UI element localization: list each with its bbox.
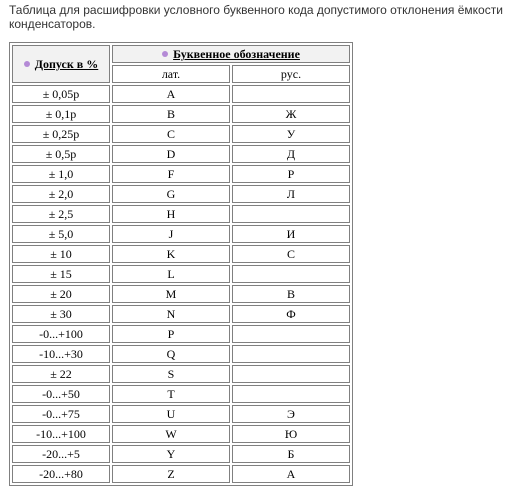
table-row (12, 145, 350, 163)
russian-code-cell (232, 385, 350, 403)
tolerance-cell: ± 0,25p (12, 125, 110, 143)
tolerance-cell: ± 0,5p (12, 145, 110, 163)
russian-code-cell: С (232, 245, 350, 263)
russian-code-cell: У (232, 125, 350, 143)
russian-code-cell: Ж (232, 105, 350, 123)
russian-code-cell: А (232, 465, 350, 483)
latin-code-cell: U (112, 405, 230, 423)
latin-code-cell: W (112, 425, 230, 443)
tolerance-cell: ± 2,0 (12, 185, 110, 203)
latin-code-cell: J (112, 225, 230, 243)
table-row (12, 265, 350, 283)
tolerance-cell: ± 10 (12, 245, 110, 263)
latin-code-cell: Z (112, 465, 230, 483)
header-tolerance-cell (12, 45, 110, 83)
latin-code-cell: F (112, 165, 230, 183)
tolerance-cell: ± 30 (12, 305, 110, 323)
latin-code-cell: D (112, 145, 230, 163)
table-row (12, 425, 350, 443)
header-tolerance-label: Допуск в % (34, 57, 99, 71)
table-row (12, 405, 350, 423)
tolerance-cell: ± 15 (12, 265, 110, 283)
russian-code-cell: Р (232, 165, 350, 183)
latin-code-cell: G (112, 185, 230, 203)
latin-code-cell: B (112, 105, 230, 123)
latin-code-cell: T (112, 385, 230, 403)
russian-code-cell: Ф (232, 305, 350, 323)
russian-code-cell: Э (232, 405, 350, 423)
tolerance-cell: ± 0,1p (12, 105, 110, 123)
russian-code-cell (232, 365, 350, 383)
tolerance-cell: ± 2,5 (12, 205, 110, 223)
russian-code-cell: Л (232, 185, 350, 203)
table-row (12, 385, 350, 403)
latin-code-cell: A (112, 85, 230, 103)
table-row (12, 165, 350, 183)
tolerance-cell: ± 1,0 (12, 165, 110, 183)
latin-code-cell: Q (112, 345, 230, 363)
table-row (12, 85, 350, 103)
header-row (12, 45, 350, 63)
table-row (12, 365, 350, 383)
header-letter-cell (112, 45, 350, 63)
tolerance-cell: ± 20 (12, 285, 110, 303)
table-row (12, 325, 350, 343)
latin-code-cell: H (112, 205, 230, 223)
russian-code-cell: Д (232, 145, 350, 163)
tolerance-code-table (9, 42, 353, 486)
russian-code-cell: Ю (232, 425, 350, 443)
tolerance-cell: -20...+5 (12, 445, 110, 463)
table-row (12, 105, 350, 123)
table-caption: Таблица для расшифровки условного буквенного кода допустимого отклонения ёмкости конденсаторов. (9, 3, 503, 31)
table-row (12, 245, 350, 263)
table-row (12, 125, 350, 143)
bullet-icon (162, 51, 168, 57)
tolerance-cell: -20...+80 (12, 465, 110, 483)
tolerance-cell: -10...+30 (12, 345, 110, 363)
tolerance-cell: ± 0,05p (12, 85, 110, 103)
latin-code-cell: C (112, 125, 230, 143)
subheader-lat: лат. (112, 65, 230, 83)
table-row (12, 185, 350, 203)
table-body (12, 45, 350, 483)
tolerance-cell: -0...+100 (12, 325, 110, 343)
latin-code-cell: K (112, 245, 230, 263)
russian-code-cell: И (232, 225, 350, 243)
latin-code-cell: N (112, 305, 230, 323)
bullet-icon (24, 61, 30, 67)
latin-code-cell: Y (112, 445, 230, 463)
table-row (12, 205, 350, 223)
latin-code-cell: P (112, 325, 230, 343)
tolerance-cell: -10...+100 (12, 425, 110, 443)
table-row (12, 465, 350, 483)
latin-code-cell: M (112, 285, 230, 303)
tolerance-cell: -0...+50 (12, 385, 110, 403)
russian-code-cell: Б (232, 445, 350, 463)
table-row (12, 445, 350, 463)
subheader-rus: рус. (232, 65, 350, 83)
russian-code-cell (232, 265, 350, 283)
header-letter-label: Буквенное обозначение (173, 47, 300, 61)
russian-code-cell (232, 85, 350, 103)
tolerance-cell: ± 22 (12, 365, 110, 383)
russian-code-cell (232, 325, 350, 343)
latin-code-cell: S (112, 365, 230, 383)
russian-code-cell (232, 345, 350, 363)
russian-code-cell (232, 205, 350, 223)
table-row (12, 305, 350, 323)
table-row (12, 225, 350, 243)
tolerance-cell: ± 5,0 (12, 225, 110, 243)
table-row (12, 345, 350, 363)
table-row (12, 285, 350, 303)
tolerance-cell: -0...+75 (12, 405, 110, 423)
latin-code-cell: L (112, 265, 230, 283)
russian-code-cell: В (232, 285, 350, 303)
